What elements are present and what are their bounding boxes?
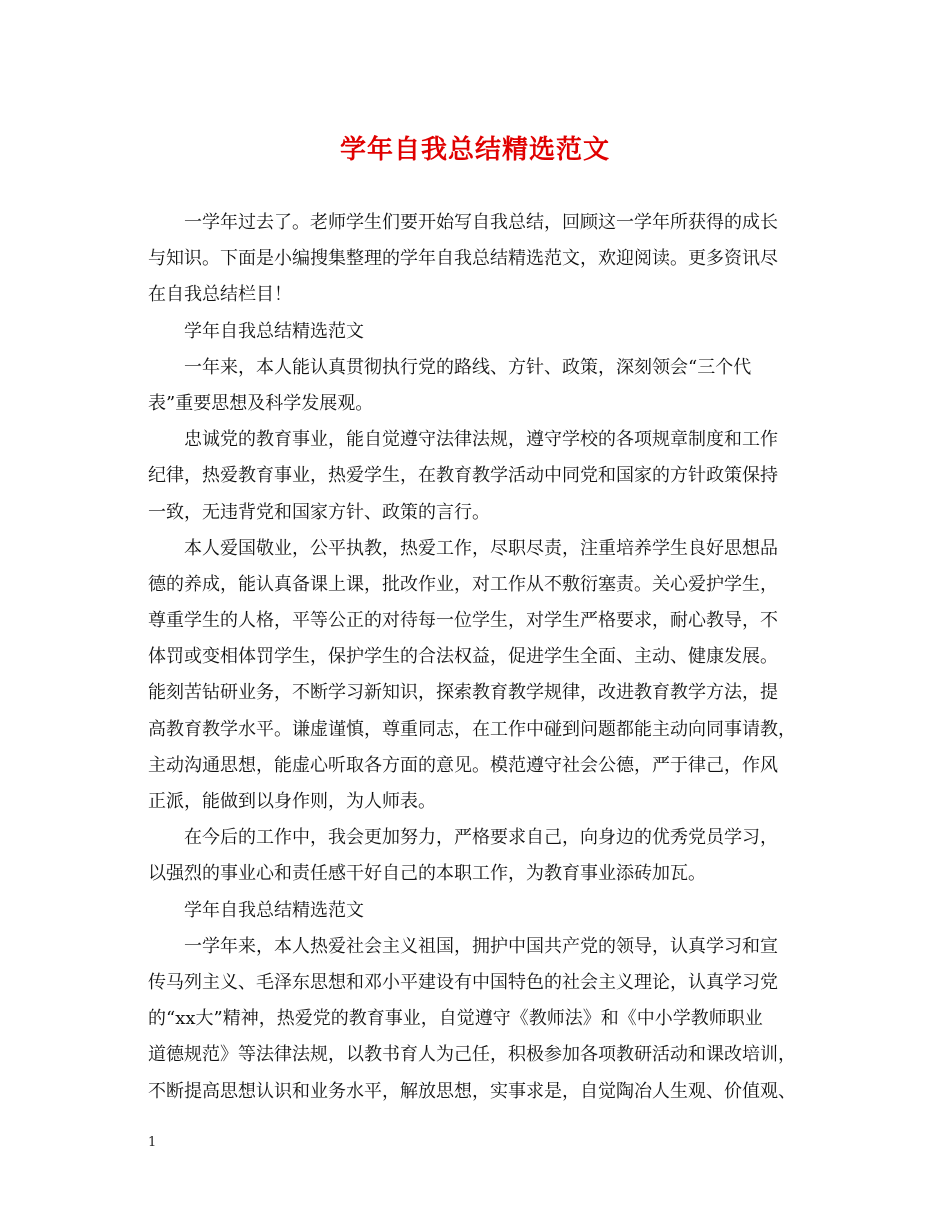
- document-title: 学年自我总结精选范文: [339, 135, 610, 165]
- text-line: 德的养成，能认真备课上课，批改作业，对工作从不敷衍塞责。关心爱护学生，: [148, 573, 778, 595]
- text-line: 以强烈的事业心和责任感干好自己的本职工作，为教育事业添砖加瓦。: [148, 863, 706, 885]
- text-line: 一致，无违背党和国家方针、政策的言行。: [148, 501, 490, 523]
- text-line: 表”重要思想及科学发展观。: [148, 392, 374, 414]
- section-heading: 学年自我总结精选范文: [184, 899, 364, 921]
- text-line: 在自我总结栏目！: [148, 284, 292, 306]
- text-line: 高教育教学水平。谦虚谨慎，尊重同志，在工作中碰到问题都能主动向同事请教，: [148, 718, 796, 740]
- text-line: 纪律，热爱教育事业，热爱学生，在教育教学活动中同党和国家的方针政策保持: [148, 465, 778, 487]
- text-line: 能刻苦钻研业务，不断学习新知识，探索教育教学规律，改进教育教学方法，提: [148, 682, 778, 704]
- document-body: [148, 205, 808, 1110]
- text-line: 一学年来，本人热爱社会主义祖国，拥护中国共产党的领导，认真学习和宣: [184, 935, 778, 957]
- text-line: 传马列主义、毛泽东思想和邓小平建设有中国特色的社会主义理论，认真学习党: [148, 971, 778, 993]
- text-line: 道德规范》等法律法规，以教书育人为己任，积极参加各项教研活动和课改培训，: [148, 1044, 796, 1066]
- text-line: 体罚或变相体罚学生，保护学生的合法权益，促进学生全面、主动、健康发展。: [148, 646, 778, 668]
- text-line: 正派，能做到以身作则，为人师表。: [148, 791, 436, 812]
- text-line: 一学年过去了。老师学生们要开始写自我总结，回顾这一学年所获得的成长: [184, 212, 778, 233]
- text-line: 忠诚党的教育事业，能自觉遵守法律法规，遵守学校的各项规章制度和工作: [184, 429, 778, 451]
- text-line: 一年来，本人能认真贯彻执行党的路线、方针、政策，深刻领会“三个代: [184, 356, 752, 378]
- text-line: 在今后的工作中，我会更加努力，严格要求自己，向身边的优秀党员学习，: [184, 827, 778, 849]
- text-line: 与知识。下面是小编搜集整理的学年自我总结精选范文，欢迎阅读。更多资讯尽: [148, 248, 778, 270]
- text-line: 主动沟通思想，能虚心听取各方面的意见。模范遵守社会公德，严于律己，作风: [148, 754, 778, 776]
- text-line: 的“xx大”精神，热爱党的教育事业，自觉遵守《教师法》和《中小学教师职业: [148, 1008, 763, 1030]
- text-line: 本人爱国敬业，公平执教，热爱工作，尽职尽责，注重培养学生良好思想品: [184, 537, 778, 559]
- text-line: 尊重学生的人格，平等公正的对待每一位学生，对学生严格要求，耐心教导，不: [148, 610, 778, 632]
- text-line: 不断提高思想认识和业务水平，解放思想，实事求是，自觉陶冶人生观、价值观、: [148, 1080, 796, 1102]
- page-number: 1: [148, 1135, 157, 1150]
- section-heading: 学年自我总结精选范文: [184, 320, 364, 342]
